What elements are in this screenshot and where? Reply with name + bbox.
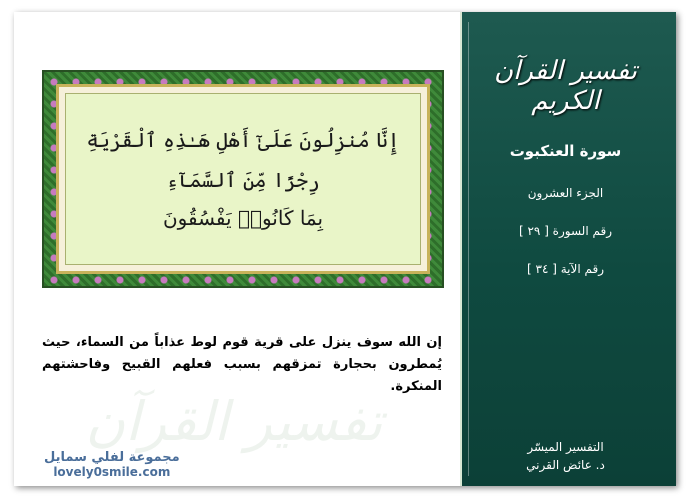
background-watermark: تفسير القرآن [85,390,383,453]
ayah-number: رقم الآية [ ٣٤ ] [527,262,604,276]
surah-number: رقم السورة [ ٢٩ ] [518,224,612,238]
ornamental-verse-frame [42,70,444,288]
surah-name: سورة العنكبوت [509,142,622,160]
tafsir-card [14,12,676,486]
verse-line-3: بِمَا كَانُوا۟ يَفْسُقُونَ [162,206,324,230]
info-sidebar [460,12,676,486]
logo-english-text: lovely0smile.com [53,465,171,479]
tafsir-text: إن الله سوف ينزل على قرية قوم لوط عذاباً من السماء، حيث يُمطرون بحجارة تمزقهم بسبب فعلهم القبيح وفاحشتهم المنكرة. [42,335,442,394]
logo-arabic-text: مجموعة لفلي سمايل [44,450,180,465]
juz-label: الجزء العشرون [527,186,604,200]
book-title: تفسير القرآن الكريم [494,56,637,116]
verse-line-1: إِنَّا مُنزِلُونَ عَلَىٰٓ أَهْلِ هَـٰذِهِ ٱلْقَرْيَةِ [86,128,400,152]
credit-author: د. عائض القرني [526,458,605,472]
verse-line-2: رِجْزًا مِّنَ ٱلسَّمَآءِ [166,168,320,192]
verse-frame-border [56,84,430,274]
verse-panel [65,93,421,265]
credit-tafsir-name: التفسير الميسّر [527,440,604,454]
sidebar-inner-border [468,22,662,476]
site-logo [44,450,180,479]
